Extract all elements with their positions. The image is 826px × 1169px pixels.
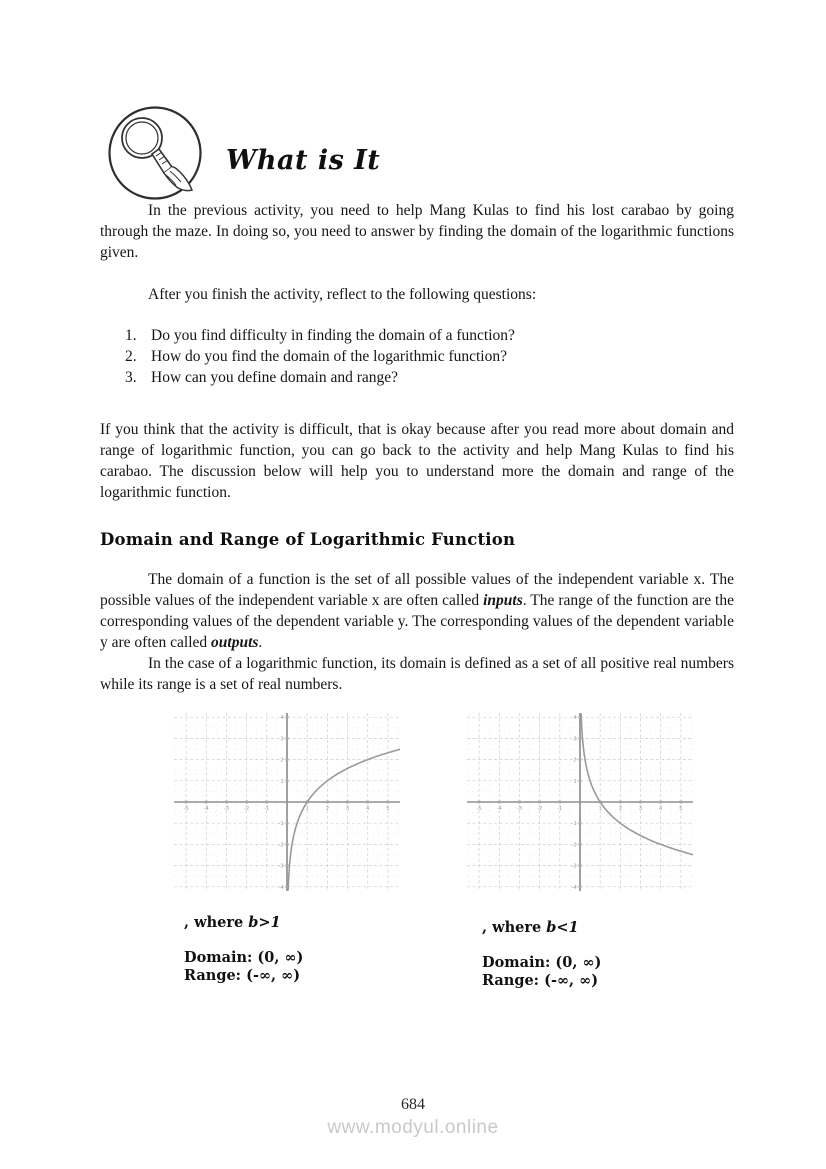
svg-text:-2: -2 (278, 842, 284, 849)
svg-text:3: 3 (345, 806, 350, 812)
svg-text:-1: -1 (278, 821, 284, 828)
svg-text:-4: -4 (278, 884, 284, 891)
log-graph-b-less-1 (467, 713, 693, 891)
inputs-emphasis: inputs (483, 592, 523, 609)
list-item-text: How can you define domain and range? (151, 369, 399, 386)
svg-text:-2: -2 (244, 806, 250, 812)
main-content (100, 200, 734, 989)
caption-prefix: , where (184, 914, 249, 931)
list-item-number: 2. (125, 348, 137, 365)
svg-text:2: 2 (618, 806, 622, 812)
svg-text:-4: -4 (496, 806, 502, 812)
svg-text:-4: -4 (571, 884, 577, 891)
svg-text:1: 1 (598, 806, 602, 812)
svg-text:1: 1 (305, 806, 309, 812)
list-item (125, 325, 734, 346)
list-item (125, 346, 734, 367)
svg-text:-4: -4 (203, 806, 209, 812)
list-item-number: 3. (125, 369, 137, 386)
section-p1-text: The domain of a function is the set of all possible values of the independent variable x. The possible values of the independent variable x are often called (100, 571, 734, 609)
reflection-questions-list (125, 325, 734, 388)
svg-text:-3: -3 (571, 863, 577, 870)
caption-condition (482, 919, 695, 936)
svg-text:-3: -3 (278, 863, 284, 870)
log-graph-b-greater-1 (174, 713, 400, 891)
svg-text:4: 4 (280, 715, 284, 722)
svg-text:-2: -2 (537, 806, 543, 812)
intro-paragraph-1: In the previous activity, you need to help Mang Kulas to find his lost carabao by going through the maze. In doing so, you need to answer by finding the domain of the logarithmic functions given. (100, 202, 734, 261)
svg-text:-5: -5 (476, 806, 482, 812)
svg-text:-5: -5 (183, 806, 189, 812)
section-paragraph-1 (100, 569, 734, 653)
svg-text:1: 1 (280, 778, 284, 785)
list-item (125, 367, 734, 388)
page-title: What is It (226, 144, 381, 176)
figure-log-decreasing (467, 713, 695, 989)
figure-log-increasing (174, 713, 400, 989)
svg-text:3: 3 (573, 736, 577, 743)
section-p1-text: . The range of the function are the corresponding values of the dependent variable y. The corresponding values of the dependent variable y are often called (100, 592, 734, 651)
svg-text:-2: -2 (571, 842, 577, 849)
page-header (106, 104, 380, 202)
svg-text:1: 1 (573, 778, 577, 785)
svg-text:2: 2 (573, 757, 577, 764)
figure-caption (184, 914, 400, 984)
svg-text:-1: -1 (557, 806, 563, 812)
list-item-text: How do you find the domain of the logarithmic function? (151, 348, 507, 365)
section-heading: Domain and Range of Logarithmic Function (100, 530, 516, 549)
svg-text:-1: -1 (571, 821, 577, 828)
list-item-text: Do you find difficulty in finding the domain of a function? (151, 327, 515, 344)
svg-text:4: 4 (573, 715, 577, 722)
caption-variable: b<1 (546, 919, 579, 936)
intro-paragraph-2: After you finish the activity, reflect to the following questions: (148, 286, 537, 303)
svg-text:-3: -3 (224, 806, 229, 812)
intro-paragraph-3: If you think that the activity is difficult, that is okay because after you read more about domain and range of logarithmic function, you can go back to the activity and help Mang Kulas to find his carabao. The discussion below will help you to understand more the domain and range of the logarithmic function. (100, 421, 734, 501)
caption-variable: b>1 (248, 914, 281, 931)
svg-text:5: 5 (386, 806, 390, 812)
outputs-emphasis: outputs (211, 634, 259, 651)
svg-text:4: 4 (366, 806, 370, 812)
svg-text:-1: -1 (264, 806, 270, 812)
svg-text:3: 3 (280, 736, 284, 743)
magnifier-hand-icon (106, 104, 204, 202)
svg-text:-3: -3 (517, 806, 522, 812)
svg-text:2: 2 (280, 757, 284, 764)
svg-text:5: 5 (679, 806, 683, 812)
section-paragraph-2: In the case of a logarithmic function, its domain is defined as a set of all positive real numbers while its range is a set of real numbers. (100, 655, 734, 693)
list-item-number: 1. (125, 327, 137, 344)
domain-line: Domain: (0, ∞) (482, 954, 602, 971)
range-line: Range: (-∞, ∞) (482, 972, 599, 989)
figures-row (100, 713, 734, 989)
svg-text:2: 2 (325, 806, 329, 812)
caption-prefix: , where (482, 919, 547, 936)
range-line: Range: (-∞, ∞) (184, 967, 301, 984)
figure-caption (482, 919, 695, 989)
page-number: 684 (401, 1096, 425, 1113)
svg-text:4: 4 (659, 806, 663, 812)
caption-condition (184, 914, 400, 931)
section-p1-text: . (258, 634, 263, 651)
svg-text:3: 3 (638, 806, 643, 812)
watermark: www.modyul.online (327, 1117, 499, 1138)
domain-line: Domain: (0, ∞) (184, 949, 304, 966)
